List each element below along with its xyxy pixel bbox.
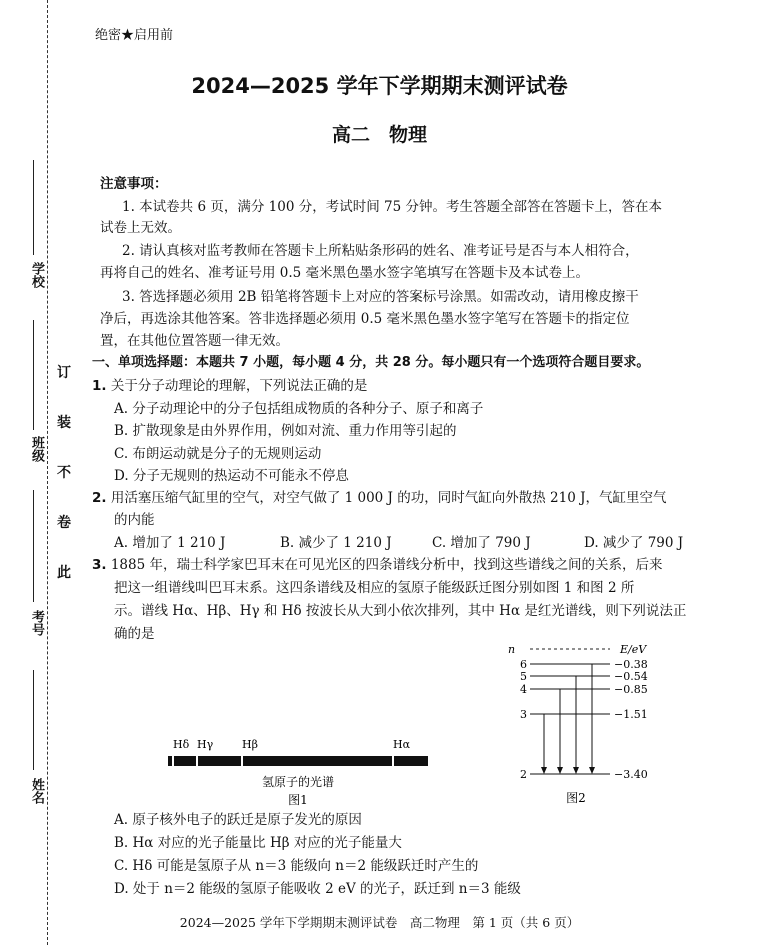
level-n-label: 5 bbox=[520, 670, 527, 683]
q1-option-c: C. 布朗运动就是分子的无规则运动 bbox=[114, 446, 322, 462]
question-1 bbox=[92, 374, 367, 394]
exam-no-fill-line bbox=[33, 490, 34, 602]
notes-line: 1. 本试卷共 6 页，满分 100 分，考试时间 75 分钟。考生答题全部答在答题卡上，答在本 bbox=[122, 199, 662, 215]
level-energy-label: −0.54 bbox=[614, 670, 648, 683]
figure-1-caption: 氢原子的光谱 bbox=[261, 775, 335, 789]
q1-option-b: B. 扩散现象是由外界作用，例如对流、重力作用等引起的 bbox=[114, 423, 457, 439]
seal-char: 不 bbox=[57, 465, 71, 481]
notes-heading: 注意事项： bbox=[100, 176, 168, 192]
level-n-label: 6 bbox=[520, 658, 527, 671]
q3-option-b: B. Hα 对应的光子能量比 Hβ 对应的光子能量大 bbox=[114, 835, 402, 851]
section-heading: 一、单项选择题：本题共 7 小题，每小题 4 分，共 28 分。每小题只有一个选项符合题目要求。 bbox=[92, 355, 650, 370]
question-number: 3. bbox=[92, 557, 107, 573]
level-n-label: 3 bbox=[520, 708, 527, 721]
q2-option-d: D. 减少了 790 J bbox=[584, 535, 684, 551]
question-stem: 用活塞压缩气缸里的空气，对空气做了 1 000 J 的功，同时气缸向外散热 210 J，气缸里空气 bbox=[110, 490, 667, 506]
q3-option-a: A. 原子核外电子的跃迁是原子发光的原因 bbox=[114, 812, 362, 828]
level-energy-label: −1.51 bbox=[614, 708, 648, 721]
question-stem: 1885 年，瑞士科学家巴耳末在可见光区的四条谱线分析中，找到这些谱线之间的关系，后来 bbox=[110, 557, 663, 573]
question-2 bbox=[92, 486, 667, 506]
figure-1-label: 图1 bbox=[288, 793, 308, 807]
page-footer: 2024—2025 学年下学期期末测评试卷 高二物理 第 1 页（共 6 页） bbox=[179, 915, 580, 930]
figure-2-label: 图2 bbox=[566, 791, 586, 805]
seal-char: 订 bbox=[57, 365, 71, 381]
seal-char: 装 bbox=[57, 415, 71, 431]
level-energy-label: −3.40 bbox=[614, 768, 648, 781]
question-stem-cont: 确的是 bbox=[114, 626, 155, 642]
figure-2-energy-levels bbox=[500, 640, 670, 810]
q3-option-c: C. Hδ 可能是氢原子从 n＝3 能级向 n＝2 能级跃迁时产生的 bbox=[114, 858, 479, 874]
level-energy-label: −0.38 bbox=[614, 658, 648, 671]
notes-line: 净后，再选涂其他答案。答非选择题必须用 0.5 毫米黑色墨水签字笔写在答题卡的指定位 bbox=[100, 311, 630, 327]
question-3 bbox=[92, 553, 662, 573]
q1-option-d: D. 分子无规则的热运动不可能永不停息 bbox=[114, 468, 349, 484]
q2-option-c: C. 增加了 790 J bbox=[432, 535, 531, 551]
transition-arrowhead bbox=[541, 767, 547, 774]
notes-line: 2. 请认真核对监考教师在答题卡上所粘贴条形码的姓名、准考证号是否与本人相符合， bbox=[122, 243, 639, 259]
question-number: 2. bbox=[92, 490, 107, 506]
transition-arrowhead bbox=[573, 767, 579, 774]
spectral-line-label: Hδ bbox=[173, 738, 190, 751]
e-axis-label: E/eV bbox=[620, 643, 647, 656]
transition-arrowhead bbox=[589, 767, 595, 774]
n-axis-label: n bbox=[508, 643, 516, 656]
question-stem-cont: 的内能 bbox=[114, 512, 155, 528]
figure-1-spectrum bbox=[160, 730, 440, 810]
school-fill-line bbox=[33, 160, 34, 255]
page-subtitle: 高二 物理 bbox=[331, 124, 427, 146]
seal-char: 卷 bbox=[57, 515, 71, 531]
seal-char: 此 bbox=[57, 565, 71, 581]
school-label: 学校 bbox=[29, 262, 44, 288]
q2-option-b: B. 减少了 1 210 J bbox=[280, 535, 392, 551]
spectral-line-label: Hγ bbox=[197, 738, 214, 751]
notes-line: 置，在其他位置答题一律无效。 bbox=[100, 333, 289, 349]
transition-arrowhead bbox=[557, 767, 563, 774]
level-n-label: 4 bbox=[520, 683, 527, 696]
question-stem: 关于分子动理论的理解，下列说法正确的是 bbox=[110, 378, 368, 394]
page-title: 2024—2025 学年下学期期末测评试卷 bbox=[191, 74, 568, 98]
class-fill-line bbox=[33, 320, 34, 430]
question-stem-cont: 把这一组谱线叫巴耳末系。这四条谱线及相应的氢原子能级跃迁图分别如图 1 和图 2 所 bbox=[114, 580, 635, 596]
name-label: 姓名 bbox=[29, 778, 44, 804]
q3-option-d: D. 处于 n＝2 能级的氢原子能吸收 2 eV 的光子，跃迁到 n＝3 能级 bbox=[114, 881, 521, 897]
name-fill-line bbox=[33, 670, 34, 770]
spectral-line-label: Hα bbox=[393, 738, 411, 751]
question-stem-cont: 示。谱线 Hα、Hβ、Hγ 和 Hδ 按波长从大到小依次排列，其中 Hα 是红光谱线，则下列说法正 bbox=[114, 603, 687, 619]
exam-no-label: 考号 bbox=[29, 610, 44, 636]
secret-mark: 绝密★启用前 bbox=[95, 28, 174, 43]
level-energy-label: −0.85 bbox=[614, 683, 648, 696]
q1-option-a: A. 分子动理论中的分子包括组成物质的各种分子、原子和离子 bbox=[114, 401, 484, 417]
notes-line: 再将自己的姓名、准考证号用 0.5 毫米黑色墨水签字笔填写在答题卡及本试卷上。 bbox=[100, 265, 590, 281]
spectral-line-label: Hβ bbox=[242, 738, 258, 751]
class-label: 班级 bbox=[29, 436, 44, 462]
question-number: 1. bbox=[92, 378, 107, 394]
q2-option-a: A. 增加了 1 210 J bbox=[114, 535, 226, 551]
notes-line: 试卷上无效。 bbox=[100, 220, 181, 236]
spectrum-bar bbox=[168, 756, 428, 766]
notes-line: 3. 答选择题必须用 2B 铅笔将答题卡上对应的答案标号涂黑。如需改动，请用橡皮擦干 bbox=[122, 289, 639, 305]
level-n-label: 2 bbox=[520, 768, 527, 781]
